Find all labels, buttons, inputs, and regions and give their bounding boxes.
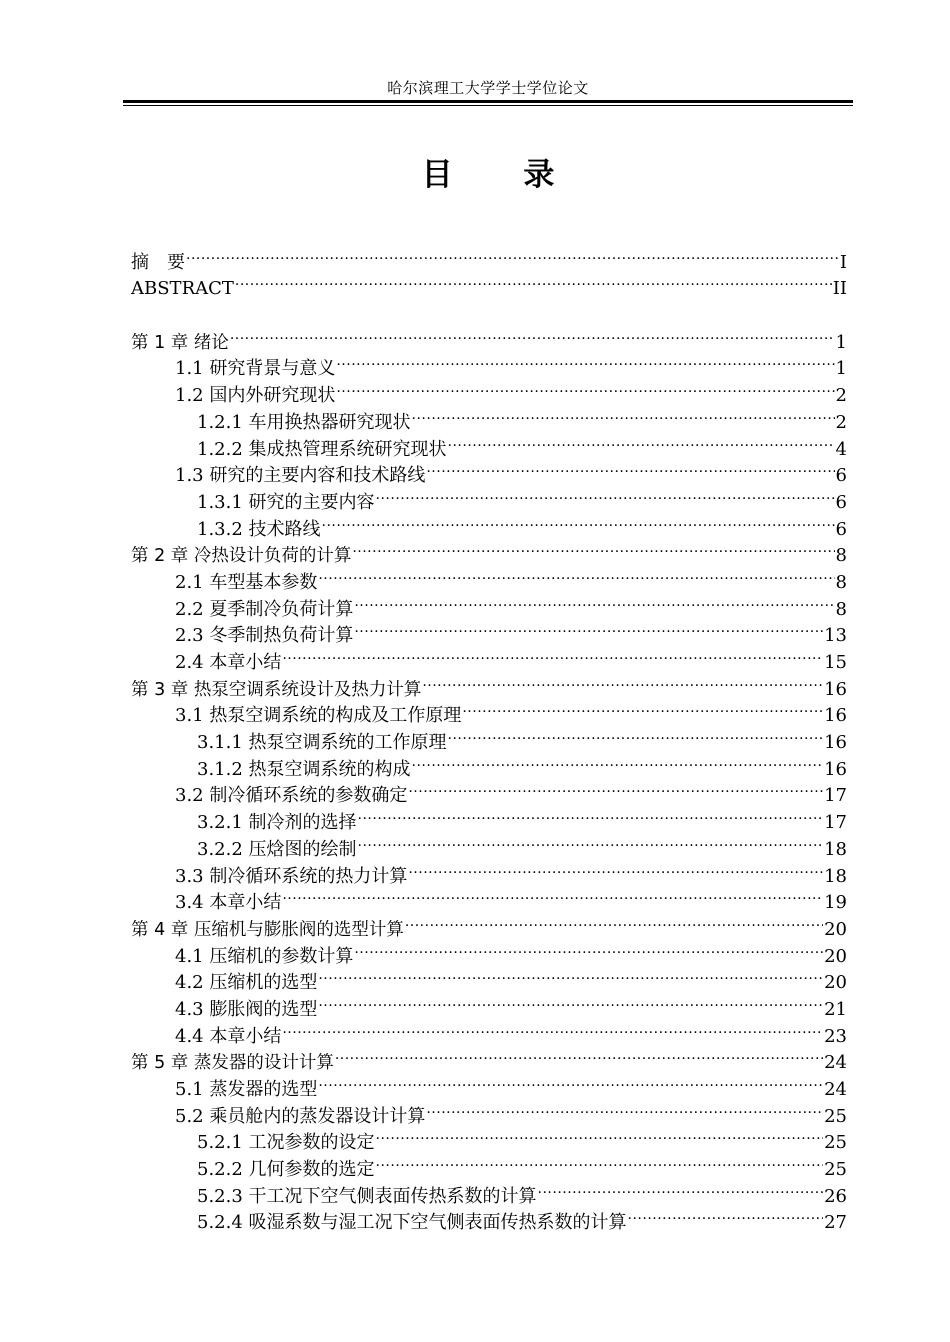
toc-entry-page: 8 xyxy=(835,598,847,620)
toc-entry-label: ABSTRACT xyxy=(131,278,234,300)
toc-entry-page: II xyxy=(832,278,847,300)
toc-entry-label: 3.1.2 热泵空调系统的构成 xyxy=(197,758,411,780)
toc-entry-page: 17 xyxy=(824,812,847,834)
toc-entry-label: 1.1 研究背景与意义 xyxy=(175,358,336,380)
toc-entry-label: 1.2.1 车用换热器研究现状 xyxy=(197,411,411,433)
toc-entry-page: 20 xyxy=(824,918,847,940)
header-rule-thick xyxy=(123,100,853,103)
toc-dot-leader xyxy=(628,1202,824,1229)
toc-entry-page: 25 xyxy=(824,1132,847,1154)
toc-entry-page: 6 xyxy=(835,491,847,513)
toc-dot-leader xyxy=(422,668,823,695)
toc-dot-leader xyxy=(230,321,835,348)
toc-entry-page: 25 xyxy=(824,1105,847,1127)
toc-entry-label: 3.1.1 热泵空调系统的工作原理 xyxy=(197,732,447,754)
toc-entry-page: 24 xyxy=(824,1052,847,1074)
toc-dot-leader xyxy=(376,1122,824,1149)
running-header: 哈尔滨理工大学学士学位论文 xyxy=(387,79,589,97)
toc-dot-leader xyxy=(186,241,839,268)
toc-entry-label: 2.3 冬季制热负荷计算 xyxy=(175,625,354,647)
toc-entry-label: 第 3 章 热泵空调系统设计及热力计算 xyxy=(131,679,422,700)
toc-entry-page: 8 xyxy=(835,545,847,567)
toc-entry-page: 25 xyxy=(824,1159,847,1181)
toc-entry-label: 第 2 章 冷热设计负荷的计算 xyxy=(131,546,352,567)
toc-dot-leader xyxy=(282,882,823,909)
header-rule-thin xyxy=(123,105,853,106)
toc-dot-leader xyxy=(408,775,823,802)
toc-entry-page: 18 xyxy=(824,865,847,887)
toc-dot-leader xyxy=(408,855,823,882)
toc-entry-label: 2.2 夏季制冷负荷计算 xyxy=(175,598,354,620)
toc-dot-leader xyxy=(282,641,823,668)
toc-entry-page: 16 xyxy=(824,732,847,754)
toc-spacer xyxy=(131,294,847,321)
toc-dot-leader xyxy=(322,508,835,535)
toc-entry-label: 1.3.1 研究的主要内容 xyxy=(197,491,375,513)
toc-dot-leader xyxy=(354,588,834,615)
toc-dot-leader xyxy=(354,615,823,642)
toc-dot-leader xyxy=(282,1015,823,1042)
toc-entry-label: 2.4 本章小结 xyxy=(175,652,282,673)
toc-chapter-entry[interactable] xyxy=(131,321,847,353)
toc-entry-label: 4.2 压缩机的选型 xyxy=(175,972,318,994)
toc-dot-leader xyxy=(335,1042,823,1069)
toc-entry-page: 2 xyxy=(835,385,847,407)
toc-entry-page: 1 xyxy=(835,331,847,353)
toc-entry-label: 1.3.2 技术路线 xyxy=(197,518,321,540)
toc-entry-page: 4 xyxy=(835,438,847,460)
toc-entry-page: 2 xyxy=(835,411,847,433)
toc-entry-label: 第 4 章 压缩机与膨胀阀的选型计算 xyxy=(131,919,404,940)
toc-entry-page: 6 xyxy=(835,518,847,540)
toc-entry-label: 1.2 国内外研究现状 xyxy=(175,385,336,407)
toc-entry-page: 19 xyxy=(824,892,847,914)
toc-title: 目 录 xyxy=(421,157,585,193)
toc-entry-label: 1.3 研究的主要内容和技术路线 xyxy=(175,465,426,487)
toc-dot-leader xyxy=(318,988,823,1015)
toc-dot-leader xyxy=(426,1095,823,1122)
toc-dot-leader xyxy=(358,828,824,855)
toc-entry-page: 15 xyxy=(824,652,847,673)
toc-entry-page: 26 xyxy=(824,1185,847,1207)
toc-entry-label: 3.3 制冷循环系统的热力计算 xyxy=(175,865,408,887)
toc-entry-page: I xyxy=(839,251,847,273)
toc-entry-page: 20 xyxy=(824,945,847,967)
toc-entry-label: 5.2.1 工况参数的设定 xyxy=(197,1132,375,1154)
toc-dot-leader xyxy=(448,721,824,748)
toc-entry-page: 13 xyxy=(824,625,847,647)
toc-entry-page: 6 xyxy=(835,465,847,487)
toc-entry-page: 24 xyxy=(824,1079,847,1100)
toc-entry-label: 第 1 章 绪论 xyxy=(131,332,229,353)
toc-entry-page: 16 xyxy=(824,705,847,727)
toc-entry-page: 16 xyxy=(824,758,847,780)
toc-dot-leader xyxy=(318,962,823,989)
toc-dot-leader xyxy=(376,1148,824,1175)
toc-dot-leader xyxy=(538,1175,824,1202)
toc-dot-leader xyxy=(354,935,823,962)
toc-entry-label: 5.2.2 几何参数的选定 xyxy=(197,1159,375,1181)
toc-entry-label: 3.4 本章小结 xyxy=(175,892,282,914)
toc-dot-leader xyxy=(318,561,834,588)
toc-entry-label: 5.1 蒸发器的选型 xyxy=(175,1079,318,1100)
toc-entry-label: 3.2.1 制冷剂的选择 xyxy=(197,812,357,834)
toc-entry-label: 第 5 章 蒸发器的设计计算 xyxy=(131,1053,334,1074)
toc-entry-page: 21 xyxy=(824,998,847,1020)
toc-dot-leader xyxy=(412,401,835,428)
toc-entry-label: 3.1 热泵空调系统的构成及工作原理 xyxy=(175,705,462,727)
toc-dot-leader xyxy=(448,428,835,455)
toc-entry-page: 23 xyxy=(824,1025,847,1047)
toc-dot-leader xyxy=(412,748,824,775)
toc-section-entry[interactable] xyxy=(131,348,847,380)
toc-dot-leader xyxy=(336,348,834,375)
toc-entry-label: 2.1 车型基本参数 xyxy=(175,571,318,593)
toc-entry-page: 8 xyxy=(835,571,847,593)
toc-dot-leader xyxy=(426,455,834,482)
toc-front-entry[interactable] xyxy=(131,268,847,300)
toc-dot-leader xyxy=(358,801,824,828)
toc-entry-label: 4.1 压缩机的参数计算 xyxy=(175,945,354,967)
toc-entry-page: 16 xyxy=(824,678,847,700)
toc-entry-label: 摘 要 xyxy=(131,251,185,273)
toc-dot-leader xyxy=(235,268,832,295)
toc-entry-page: 27 xyxy=(824,1212,847,1234)
toc-entry-label: 3.2 制冷循环系统的参数确定 xyxy=(175,785,408,807)
toc-entry-label: 5.2.3 干工况下空气侧表面传热系数的计算 xyxy=(197,1185,537,1207)
toc-dot-leader xyxy=(462,695,823,722)
toc-entry-label: 5.2.4 吸湿系数与湿工况下空气侧表面传热系数的计算 xyxy=(197,1212,627,1234)
toc-entry-page: 20 xyxy=(824,972,847,994)
toc-dot-leader xyxy=(405,908,823,935)
toc-entry-page: 18 xyxy=(824,838,847,860)
toc-front-entry[interactable] xyxy=(131,241,847,273)
toc-entry-page: 17 xyxy=(824,785,847,807)
toc-dot-leader xyxy=(318,1068,823,1095)
toc-entry-label: 5.2 乘员舱内的蒸发器设计计算 xyxy=(175,1105,426,1127)
toc-dot-leader xyxy=(376,481,835,508)
toc-dot-leader xyxy=(336,374,834,401)
toc-entry-label: 1.2.2 集成热管理系统研究现状 xyxy=(197,438,447,460)
toc-entry-label: 4.4 本章小结 xyxy=(175,1025,282,1047)
toc-entry-label: 4.3 膨胀阀的选型 xyxy=(175,998,318,1020)
toc-dot-leader xyxy=(352,535,834,562)
toc-entry-label: 3.2.2 压焓图的绘制 xyxy=(197,838,357,860)
toc-entry-page: 1 xyxy=(835,358,847,380)
table-of-contents xyxy=(131,241,847,1234)
